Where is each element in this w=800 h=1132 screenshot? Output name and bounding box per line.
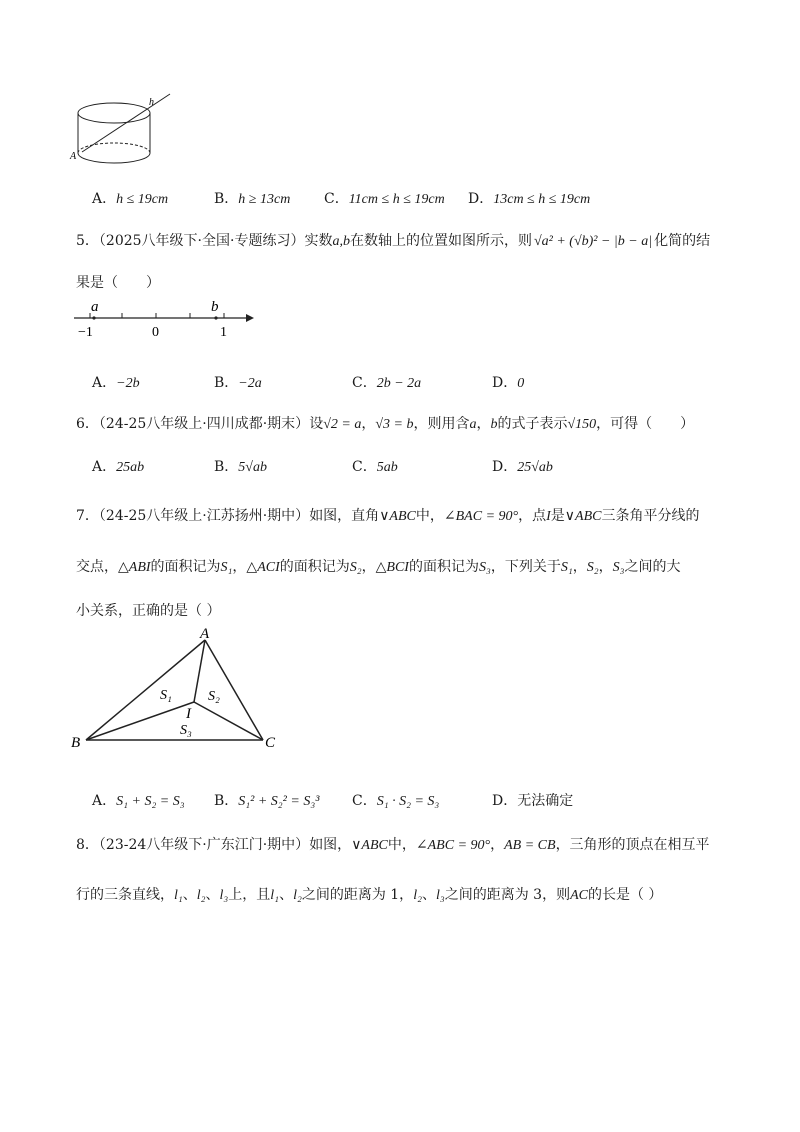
q5-number: 5． [76,233,99,249]
triangle-abc-figure [68,622,288,754]
q8-text: 、 [205,887,220,903]
option-letter: A． [92,459,117,475]
option-text: 5ab [376,460,398,475]
q8-stem-line1 [76,834,710,854]
vertex-label-a: A [200,626,210,642]
option-text: −2b [116,376,140,391]
q8-text: 、 [421,887,436,903]
q7-s2: S₂ [349,560,362,575]
q7-text: ， [598,559,613,575]
option-letter: D． [492,793,518,809]
incenter-label-i: I [186,706,191,722]
q4-option-a[interactable] [92,188,168,208]
q6-expression: √2 = a [323,417,362,432]
q5-expression: √a² + (√b)² − |b − a| [533,234,653,249]
q7-stem-line1 [76,505,699,525]
option-letter: C． [352,459,377,475]
q7-option-c[interactable] [352,790,439,810]
option-letter: D． [492,375,518,391]
q5-option-c[interactable] [352,372,421,392]
q8-equation: AB = CB [504,838,556,853]
q8-text: 的长是（ ） [587,887,663,903]
q8-line-l3: l₃ [435,888,445,903]
q7-option-a[interactable] [92,790,185,810]
q8-line-l3: l₃ [219,888,229,903]
q5-vars: a,b [332,234,350,249]
option-text: 25ab [116,460,145,475]
numberline-tick-neg1: −1 [78,325,93,340]
q7-s3: S₃ [612,560,625,575]
q8-source: （23-24八年级下·广东江门·期中） [98,837,310,853]
q8-line-l2: l₂ [413,888,422,903]
q8-line-l2: l₂ [196,888,206,903]
region-label-s2: S₂ [208,689,220,704]
q7-number: 7． [76,508,99,524]
q7-s1: S₁ [220,560,233,575]
q5-text: 实数 [304,233,333,249]
q7-tri-aci: △ACI [246,560,280,575]
q7-triangle: ∨ABC [564,509,602,524]
q7-text: ， [361,559,376,575]
q5-text: 在数轴上的位置如图所示，则 [349,233,532,249]
vertex-label-b: B [71,735,81,751]
q8-text: 上，且 [228,887,271,903]
q8-text: ，三角形的顶点在相互平 [555,837,710,853]
vertex-label-c: C [265,735,276,751]
q8-line-l1: l₁ [174,888,183,903]
numberline-label-b: b [211,299,219,315]
q4-option-b[interactable] [214,188,290,208]
q6-text: ，则用含 [413,416,470,432]
q6-option-d[interactable] [492,456,553,476]
q5-option-a[interactable] [92,372,140,392]
q7-s2: S₂ [586,560,599,575]
option-text: 0 [517,376,525,391]
option-text: h ≥ 13cm [238,192,291,207]
option-letter: B． [214,375,239,391]
cylinder-figure [68,88,178,168]
q7-point-i: I [546,509,551,524]
q6-option-b[interactable] [214,456,267,476]
q4-option-c[interactable] [324,188,445,208]
q7-stem-line3: 小关系，正确的是（ ） [76,603,221,619]
q6-option-c[interactable] [352,456,398,476]
q7-option-b[interactable] [214,790,319,810]
q7-source: （24-25八年级上·江苏扬州·期中） [98,508,310,524]
option-text: 25√ab [517,460,553,475]
option-text: S₁ · S₂ = S₃ [376,794,440,809]
q8-text: 行的三条直线， [76,887,174,903]
q5-stem-line2: 果是（ ） [76,275,160,291]
q7-angle: ∠BAC = 90° [443,509,519,524]
q6-text: ， [361,416,376,432]
option-letter: B． [214,191,239,207]
q7-s1: S₁ [560,560,573,575]
option-letter: C． [352,375,377,391]
cylinder-label-h: h [149,97,154,108]
q5-text: 化简的结 [654,233,711,249]
q6-var: b [490,417,498,432]
q7-s3: S₃ [478,560,491,575]
q4-option-d[interactable] [468,188,590,208]
q6-text: 设 [309,416,324,432]
q8-stem-line2 [76,884,662,904]
q6-option-a[interactable] [92,456,144,476]
option-letter: A． [92,793,117,809]
q8-text: ， [490,837,505,853]
option-text: S₁ + S₂ = S₃ [116,794,185,809]
q7-text: 是 [550,508,565,524]
q8-segment-ac: AC [570,888,588,903]
option-letter: A． [92,191,117,207]
q5-source: （2025八年级下·全国·专题练习） [98,233,305,249]
option-text: h ≤ 19cm [116,192,169,207]
q6-number: 6． [76,416,99,432]
q7-tri-bci: △BCI [375,560,409,575]
q7-text: 的面积记为 [150,559,221,575]
q7-text: ， [232,559,247,575]
q6-stem [76,413,694,433]
numberline-tick-0: 0 [152,325,159,340]
q6-source: （24-25八年级上·四川成都·期末） [98,416,310,432]
q7-text: 的面积记为 [279,559,350,575]
q6-var: a [469,417,477,432]
option-letter: D． [492,459,518,475]
option-letter: A． [92,375,117,391]
option-text: 无法确定 [517,793,574,809]
q6-expression: √3 = b [375,417,414,432]
q6-text: ，可得（ ） [596,416,695,432]
number-line-figure [70,294,260,342]
option-text: 2b − 2a [376,376,422,391]
option-text: S₁² + S₂² = S₃³ [238,794,320,809]
q7-text: 三条角平分线的 [601,508,700,524]
q7-option-d[interactable] [492,790,573,810]
q8-text: 之间的距离为 1， [301,887,414,903]
q7-text: 如图，直角 [309,508,380,524]
option-letter: D． [468,191,494,207]
q8-angle: ∠ABC = 90° [415,838,491,853]
option-letter: C． [324,191,349,207]
option-letter: C． [352,793,377,809]
q6-expression: √150 [567,417,597,432]
q8-text: 中， [387,837,416,853]
numberline-tick-1: 1 [220,325,227,340]
q6-text: ， [476,416,491,432]
q7-triangle: ∨ABC [379,509,416,524]
region-label-s1: S₁ [160,688,172,703]
cylinder-label-a: A [70,151,77,162]
q8-text: 、 [182,887,197,903]
option-text: −2a [238,376,262,391]
numberline-label-a: a [91,299,99,315]
q7-text: 中， [415,508,444,524]
option-text: 13cm ≤ h ≤ 19cm [493,192,591,207]
q8-text: 之间的距离为 3，则 [444,887,571,903]
q7-text: 之间的大 [624,559,681,575]
q7-tri-abi: △ABI [118,560,151,575]
option-text: 11cm ≤ h ≤ 19cm [348,192,445,207]
q8-number: 8． [76,837,99,853]
q8-triangle: ∨ABC [351,838,388,853]
q8-line-l1: l₁ [270,888,280,903]
q7-text: 的面积记为 [408,559,479,575]
region-label-s3: S₃ [180,723,192,738]
option-text: 5√ab [238,460,267,475]
option-letter: B． [214,459,239,475]
option-letter: B． [214,793,239,809]
q7-text: 交点， [76,559,118,575]
q5-option-b[interactable] [214,372,262,392]
q7-text: ，点 [518,508,547,524]
q8-line-l2: l₂ [293,888,302,903]
q5-option-d[interactable] [492,372,524,392]
q8-text: 如图， [309,837,352,853]
q7-text: ， [572,559,587,575]
q7-stem-line2 [76,556,680,576]
q7-text: ，下列关于 [490,559,561,575]
q5-stem-line1 [76,230,710,250]
q8-text: 、 [279,887,294,903]
q6-text: 的式子表示 [497,416,568,432]
